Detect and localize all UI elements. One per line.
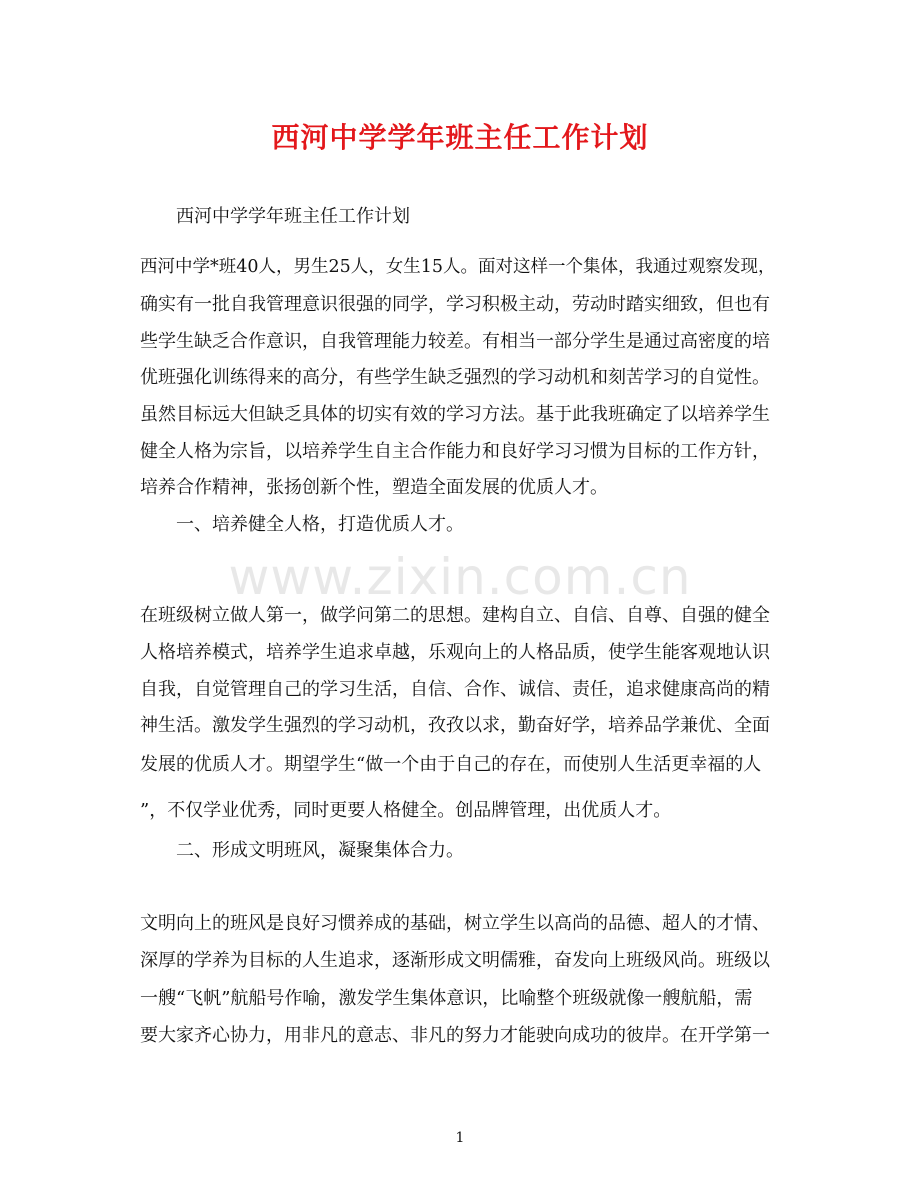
body-line: 文明向上的班风是良好习惯养成的基础，树立学生以高尚的品德、超人的才情、 [140,913,770,934]
body-line: 自我，自觉管理自己的学习生活，自信、合作、诚信、责任，追求健康高尚的精 [140,679,770,700]
body-line: 健全人格为宗旨，以培养学生自主合作能力和良好学习习惯为目标的工作方针， [140,441,770,462]
body-line: 要大家齐心协力，用非凡的意志、非凡的努力才能驶向成功的彼岸。在开学第一 [140,1025,770,1046]
body-line: 虽然目标远大但缺乏具体的切实有效的学习方法。基于此我班确定了以培养学生 [140,404,770,425]
document-title: 西河中学学年班主任工作计划 [271,121,649,154]
body-line: 人格培养模式，培养学生追求卓越，乐观向上的人格品质，使学生能客观地认识 [140,642,770,663]
body-line: ”，不仅学业优秀，同时更要人格健全。创品牌管理，出优质人才。 [140,800,672,821]
body-line: 在班级树立做人第一，做学问第二的思想。建构自立、自信、自尊、自强的健全 [140,605,770,626]
page-number: 1 [455,1130,465,1146]
body-line: 发展的优质人才。期望学生“做一个由于自己的存在，而使别人生活更幸福的人 [140,754,762,775]
body-line: 确实有一批自我管理意识很强的同学，学习积极主动，劳动时踏实细致，但也有 [140,294,770,315]
body-line: 神生活。激发学生强烈的学习动机，孜孜以求，勤奋好学，培养品学兼优、全面 [140,715,770,736]
body-line: 优班强化训练得来的高分，有些学生缺乏强烈的学习动机和刻苦学习的自觉性。 [140,367,770,388]
body-line: 些学生缺乏合作意识，自我管理能力较差。有相当一部分学生是通过高密度的培 [140,331,770,352]
body-line: 一艘“飞帆”航船号作喻，激发学生集体意识，比喻整个班级就像一艘航船，需 [140,988,753,1009]
section-heading: 一、培养健全人格，打造优质人才。 [176,514,464,535]
body-line: 深厚的学养为目标的人生追求，逐渐形成文明儒雅，奋发向上班级风尚。班级以 [140,950,770,971]
watermark: www.zixin.com.cn [228,548,692,606]
section-heading: 二、形成文明班风，凝聚集体合力。 [176,840,464,861]
body-line: 培养合作精神，张扬创新个性，塑造全面发展的优质人才。 [140,477,608,498]
document-subtitle: 西河中学学年班主任工作计划 [176,206,410,227]
body-line: 西河中学*班40人，男生25人，女生15人。面对这样一个集体，我通过观察发现， [140,257,776,277]
